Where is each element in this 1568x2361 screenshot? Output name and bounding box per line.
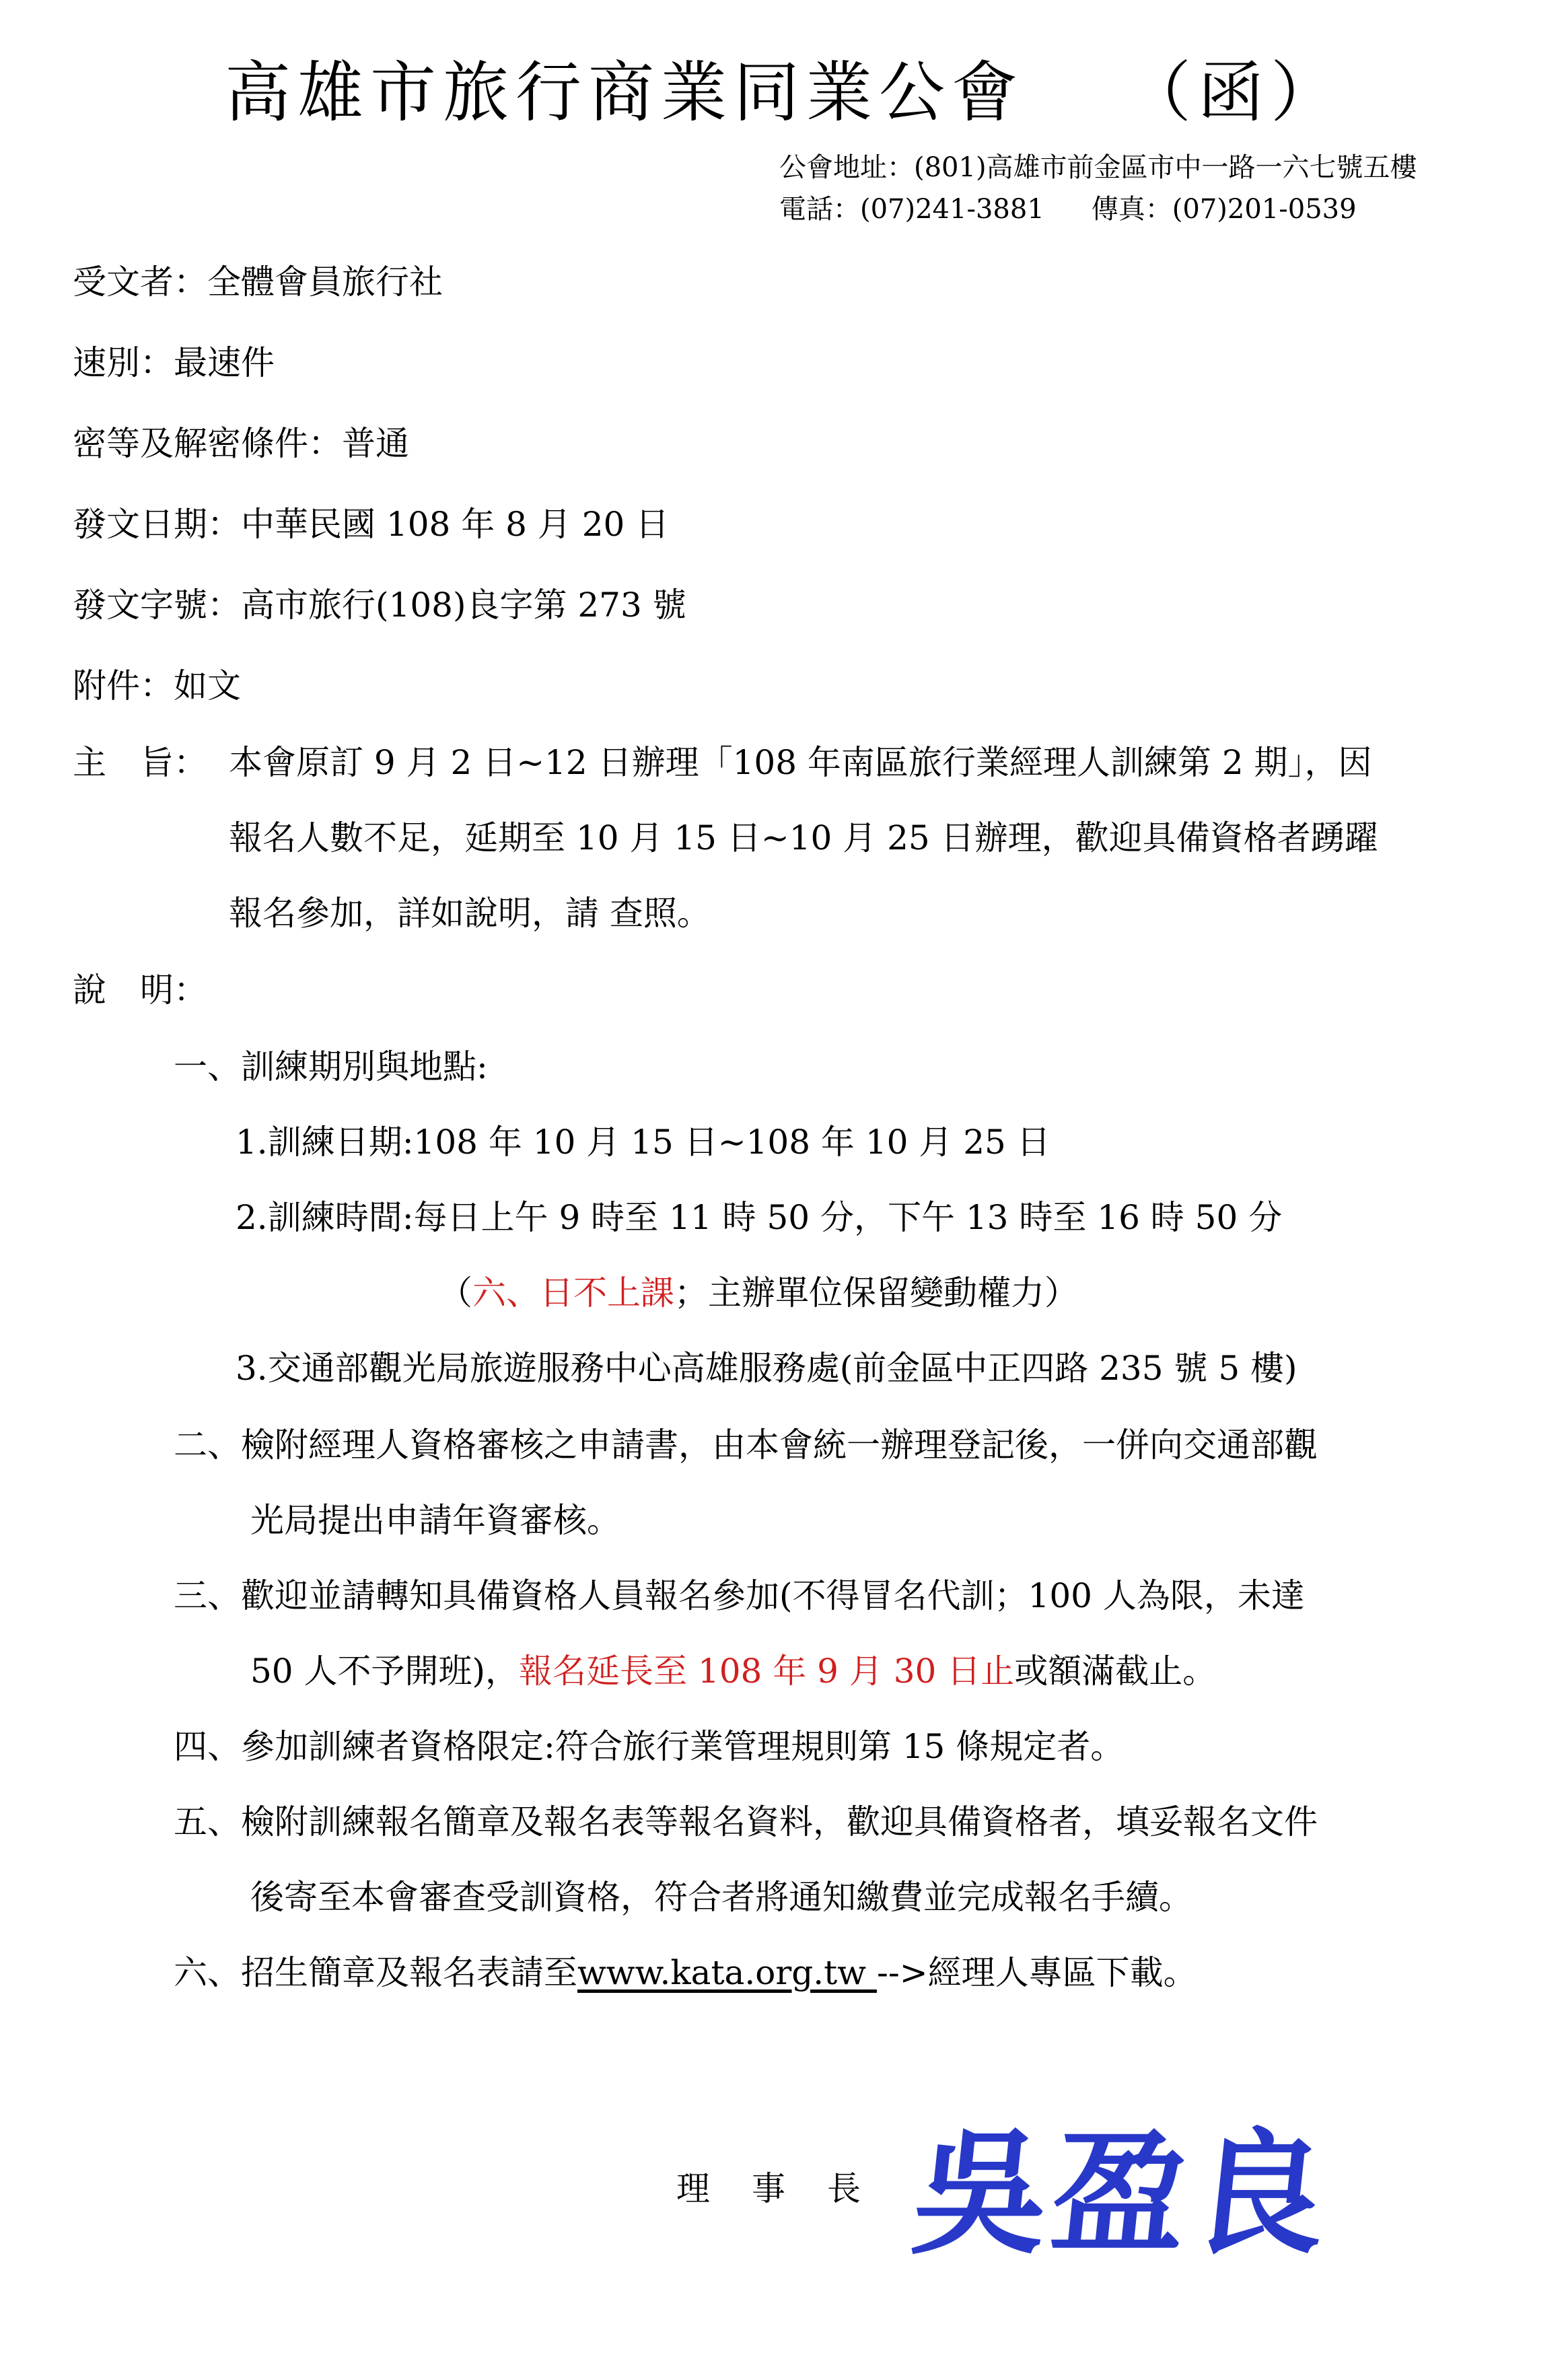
subject-line-2: 報名人數不足，延期至 10 月 15 日~10 月 25 日辦理，歡迎具備資格者踴躍 bbox=[229, 818, 1378, 857]
org-fax: 傳真：(07)201-0539 bbox=[1091, 194, 1357, 225]
signatory-title: 理事長 bbox=[676, 2169, 902, 2208]
item-1-venue: 3.交通部觀光局旅遊服務中心高雄服務處(前金區中正四路 235 號 5 樓) bbox=[236, 1349, 1297, 1388]
org-name: 高雄市旅行商業同業公會 bbox=[224, 55, 1024, 131]
subject-label: 主 旨： bbox=[73, 743, 207, 782]
item-6-line-1: 六、招生簡章及報名表請至www.kata.org.tw -->經理人專區下載。 bbox=[174, 1953, 1197, 1992]
item-5-line-1: 五、檢附訓練報名簡章及報名表等報名資料，歡迎具備資格者，填妥報名文件 bbox=[174, 1802, 1318, 1841]
meta-doc-number: 發文字號：高市旅行(108)良字第 273 號 bbox=[73, 586, 686, 625]
org-address: 公會地址：(801)高雄市前金區市中一路一六七號五樓 bbox=[779, 152, 1417, 183]
doc-type: （函） bbox=[1125, 55, 1344, 131]
contact-numbers bbox=[779, 188, 1417, 230]
item-1-title: 一、訓練期別與地點: bbox=[174, 1047, 488, 1086]
item-1-training-time: 2.訓練時間:每日上午 9 時至 11 時 50 分，下午 13 時至 16 時 50 分 bbox=[236, 1198, 1283, 1237]
deadline-extension: 報名延長至 108 年 9 月 30 日止 bbox=[519, 1652, 1015, 1691]
item-2-line-1: 二、檢附經理人資格審核之申請書，由本會統一辦理登記後，一併向交通部觀 bbox=[174, 1425, 1318, 1465]
meta-speed: 速別：最速件 bbox=[73, 343, 275, 382]
item-1-training-date: 1.訓練日期:108 年 10 月 15 日~108 年 10 月 25 日 bbox=[236, 1123, 1050, 1162]
item-3-line-1: 三、歡迎並請轉知具備資格人員報名參加(不得冒名代訓；100 人為限，未達 bbox=[174, 1576, 1305, 1615]
org-phone: 電話：(07)241-3881 bbox=[779, 194, 1044, 225]
item-5-line-2: 後寄至本會審查受訓資格，符合者將通知繳費並完成報名手續。 bbox=[250, 1878, 1192, 1917]
item-4-line-1: 四、參加訓練者資格限定:符合旅行業管理規則第 15 條規定者。 bbox=[174, 1727, 1125, 1766]
subject-line-3: 報名參加，詳如說明，請 查照。 bbox=[229, 894, 711, 933]
item-3-line-2: 50 人不予開班)，報名延長至 108 年 9 月 30 日止或額滿截止。 bbox=[250, 1652, 1217, 1691]
contact-block bbox=[779, 147, 1417, 230]
chairman-signature: 吳盈良 bbox=[905, 2116, 1339, 2273]
meta-date: 發文日期：中華民國 108 年 8 月 20 日 bbox=[73, 505, 670, 544]
document-title bbox=[0, 54, 1568, 133]
no-class-note: 六、日不上課 bbox=[472, 1273, 674, 1312]
item-1-note: （六、日不上課；主辦單位保留變動權力） bbox=[439, 1273, 1078, 1312]
meta-attachment: 附件：如文 bbox=[73, 666, 241, 705]
kata-website-link[interactable]: www.kata.org.tw bbox=[577, 1953, 877, 1992]
meta-recipient: 受文者：全體會員旅行社 bbox=[73, 262, 443, 302]
subject-line-1: 本會原訂 9 月 2 日~12 日辦理「108 年南區旅行業經理人訓練第 2 期」，因 bbox=[229, 743, 1372, 782]
explanation-label: 說 明： bbox=[73, 971, 207, 1010]
meta-confidentiality: 密等及解密條件：普通 bbox=[73, 424, 409, 463]
item-2-line-2: 光局提出申請年資審核。 bbox=[250, 1501, 620, 1540]
